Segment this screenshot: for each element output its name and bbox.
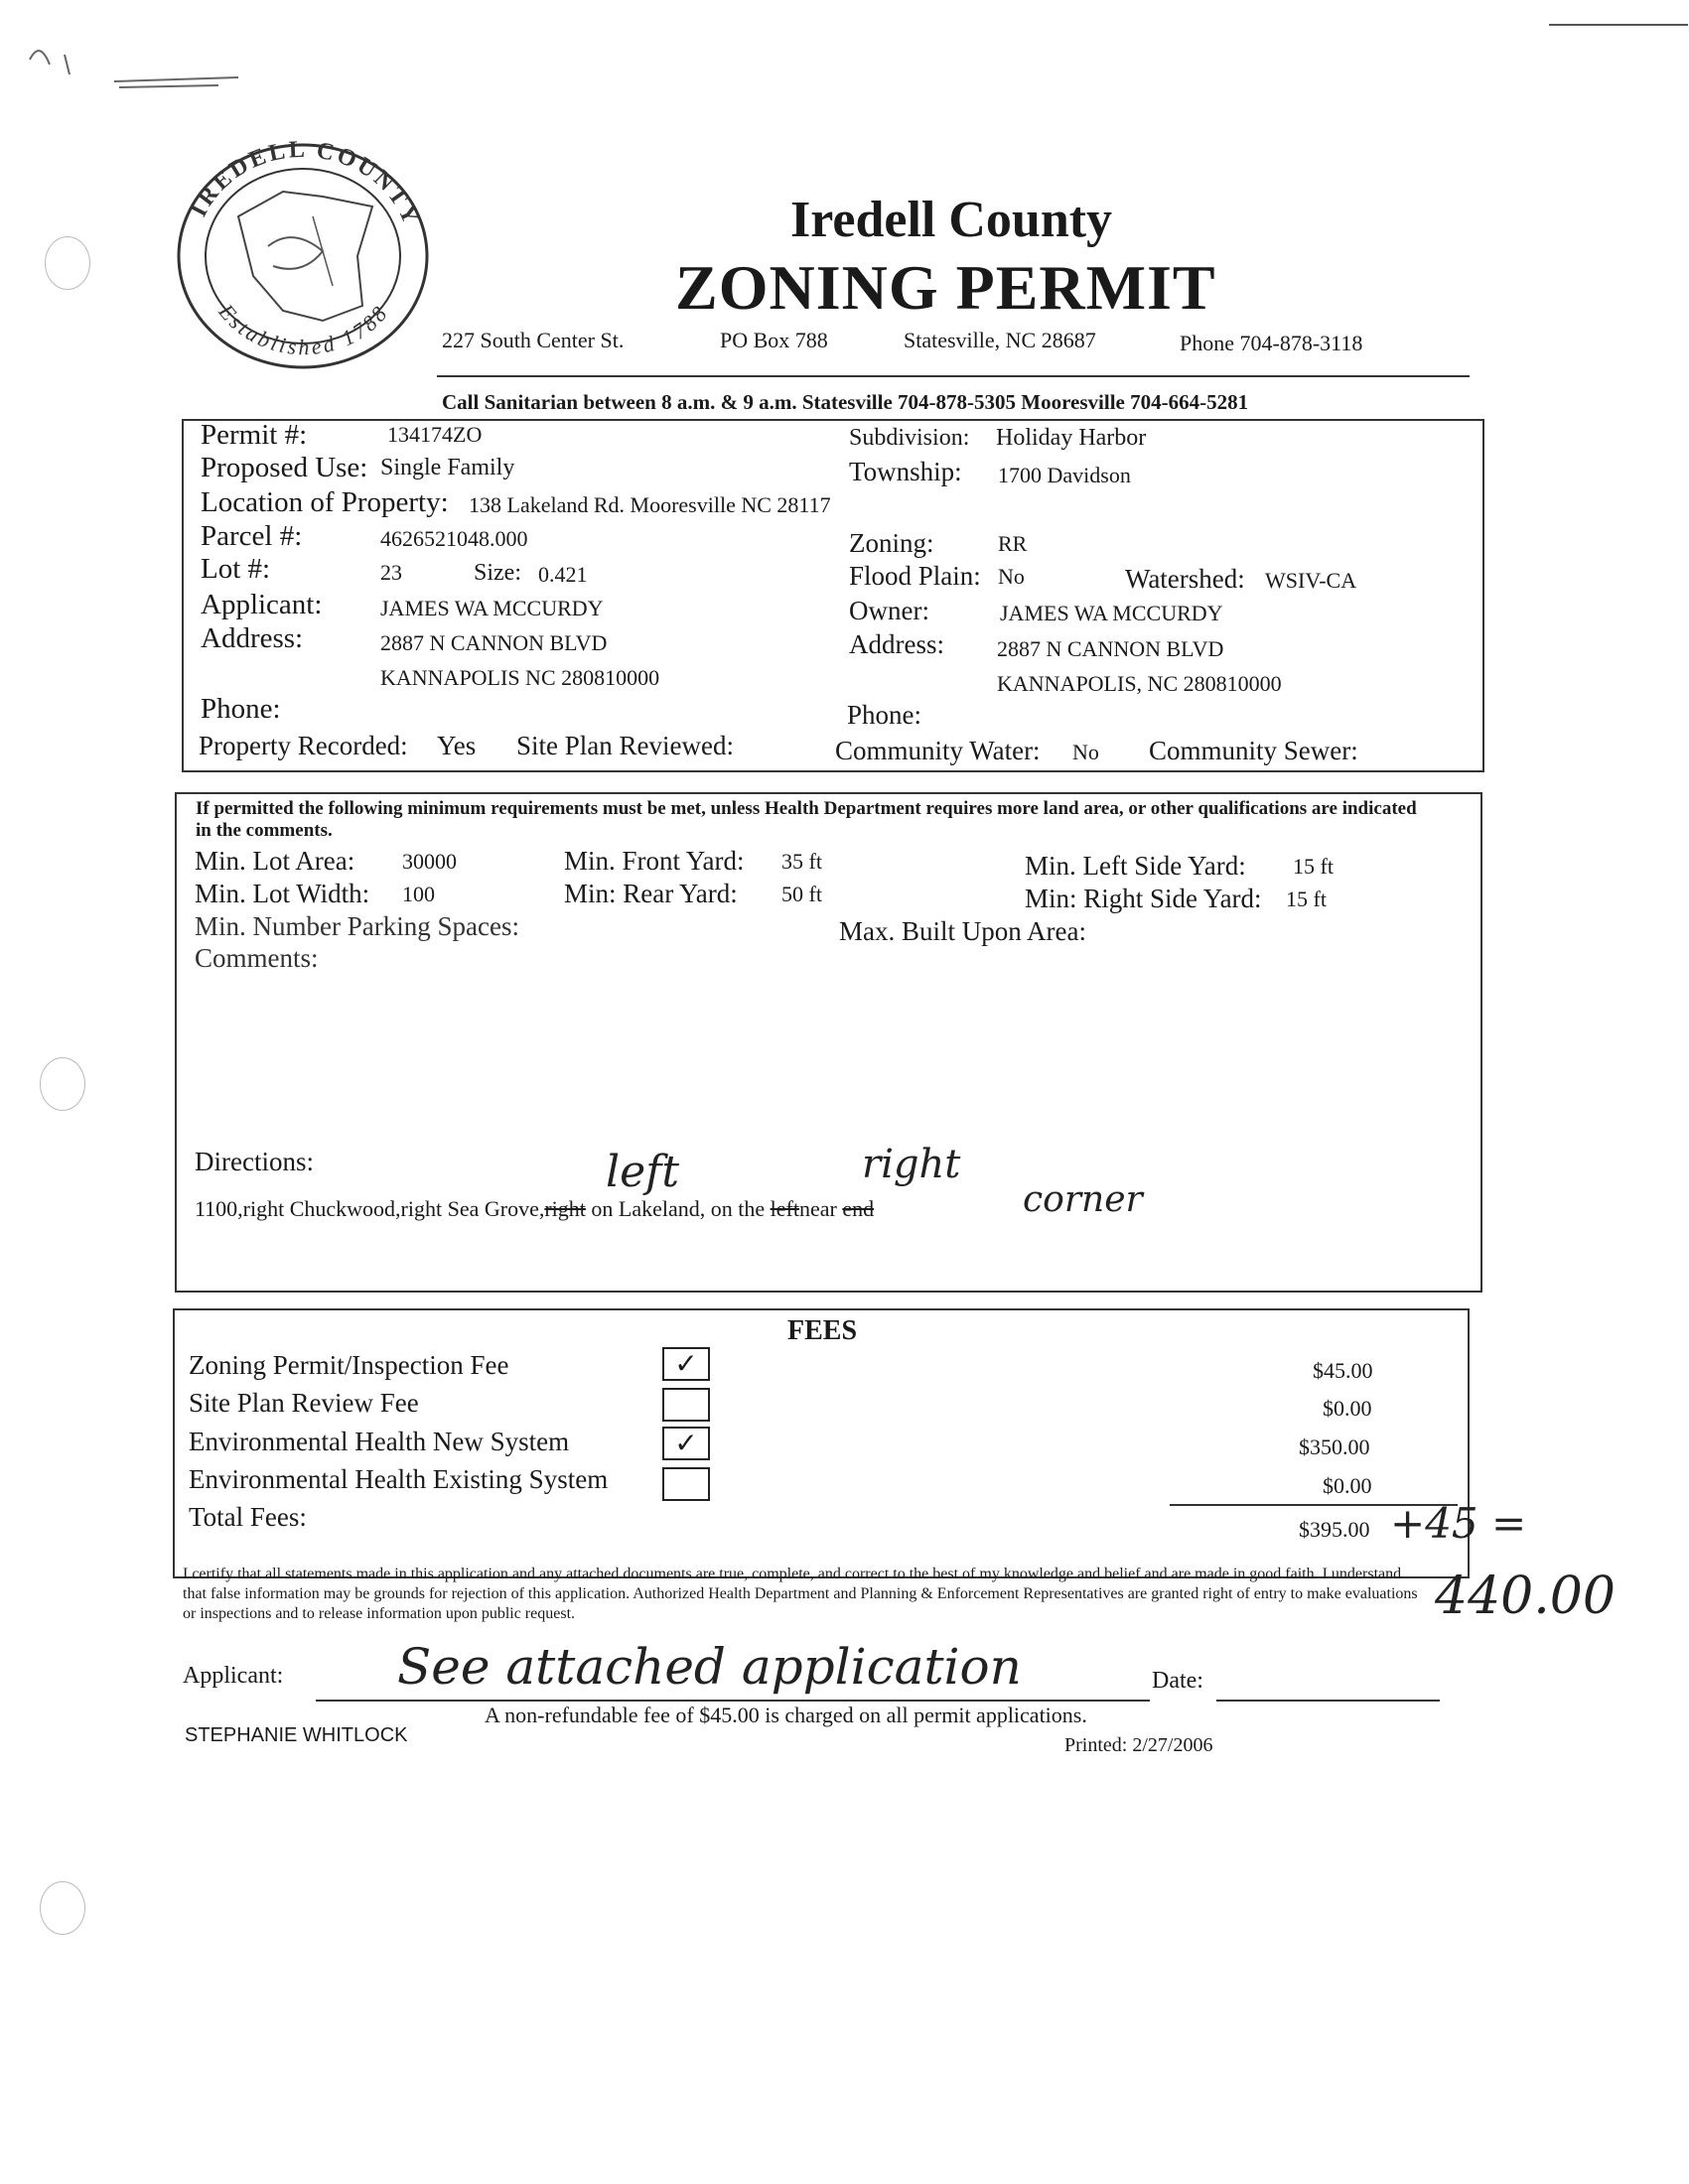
corner-scribble <box>20 30 238 99</box>
watershed-value: WSIV-CA <box>1265 568 1357 593</box>
location-label: Location of Property: <box>201 486 449 518</box>
min-left-side-value: 15 ft <box>1293 854 1334 879</box>
handwritten-addition: +45 = <box>1390 1499 1527 1548</box>
fee-amount: $0.00 <box>1323 1396 1372 1421</box>
min-lot-area-label: Min. Lot Area: <box>195 846 355 876</box>
county-seal-icon <box>174 137 432 375</box>
property-recorded-label: Property Recorded: <box>199 731 408 760</box>
zoning-label: Zoning: <box>849 528 934 558</box>
parking-spaces-label: Min. Number Parking Spaces: <box>195 911 519 941</box>
handwritten-left: left <box>606 1147 680 1197</box>
comments-label: Comments: <box>195 943 319 973</box>
subdivision-value: Holiday Harbor <box>996 425 1147 451</box>
non-refundable-notice: A non-refundable fee of $45.00 is charged on all permit applications. <box>485 1703 1087 1727</box>
header-city: Statesville, NC 28687 <box>904 328 1096 352</box>
min-lot-width-value: 100 <box>402 882 435 906</box>
seal-bottom-text: Established 1788 <box>213 299 394 360</box>
min-right-side-value: 15 ft <box>1286 887 1327 911</box>
proposed-use-label: Proposed Use: <box>201 452 368 483</box>
struck-word: left <box>770 1196 799 1221</box>
min-lot-width-label: Min. Lot Width: <box>195 879 370 908</box>
size-value: 0.421 <box>538 562 588 587</box>
location-value: 138 Lakeland Rd. Mooresville NC 28117 <box>469 492 831 517</box>
seal-top-text: IREDELL COUNTY <box>186 137 425 231</box>
handwritten-total: 440.00 <box>1435 1567 1616 1626</box>
header-street: 227 South Center St. <box>442 328 625 352</box>
fee-checkbox[interactable]: ✓ <box>662 1427 710 1460</box>
owner-phone-label: Phone: <box>847 700 922 730</box>
applicant-address-label: Address: <box>201 622 304 654</box>
page-title: ZONING PERMIT <box>675 252 1216 323</box>
permit-number: 134174ZO <box>387 422 483 447</box>
issuer-name: STEPHANIE WHITLOCK <box>185 1724 408 1746</box>
fee-amount: $350.00 <box>1299 1434 1370 1459</box>
applicant-value: JAMES WA MCCURDY <box>380 596 604 620</box>
community-water-value: No <box>1072 740 1099 764</box>
permit-number-label: Permit #: <box>201 419 308 451</box>
directions-part: 1100,right Chuckwood,right Sea Grove, <box>195 1196 545 1221</box>
date-label: Date: <box>1152 1668 1203 1694</box>
permit-info-box <box>182 419 1484 772</box>
punch-hole <box>40 1057 85 1111</box>
community-sewer-label: Community Sewer: <box>1149 736 1358 765</box>
fee-label: Zoning Permit/Inspection Fee <box>189 1350 509 1380</box>
proposed-use-value: Single Family <box>380 455 515 480</box>
zoning-value: RR <box>998 531 1028 556</box>
min-lot-area-value: 30000 <box>402 849 457 874</box>
owner-address-label: Address: <box>849 629 944 659</box>
corner-line <box>1549 20 1688 30</box>
handwritten-corner: corner <box>1023 1179 1143 1220</box>
owner-address-line2: KANNAPOLIS, NC 280810000 <box>997 671 1282 696</box>
max-built-upon-label: Max. Built Upon Area: <box>839 916 1086 946</box>
site-plan-reviewed-label: Site Plan Reviewed: <box>516 731 734 760</box>
owner-address-line1: 2887 N CANNON BLVD <box>997 636 1224 661</box>
fee-label: Environmental Health New System <box>189 1427 570 1456</box>
parcel-label: Parcel #: <box>201 520 303 552</box>
applicant-phone-label: Phone: <box>201 693 281 725</box>
owner-label: Owner: <box>849 596 929 625</box>
applicant-signature: See attached application <box>397 1638 1022 1696</box>
min-right-side-label: Min: Right Side Yard: <box>1025 884 1262 913</box>
property-recorded-value: Yes <box>437 731 477 760</box>
fee-amount: $45.00 <box>1313 1358 1373 1383</box>
directions-label: Directions: <box>195 1147 314 1176</box>
watershed-label: Watershed: <box>1125 564 1245 594</box>
punch-hole <box>40 1881 85 1935</box>
signature-line <box>316 1700 1150 1702</box>
min-front-yard-value: 35 ft <box>781 849 822 874</box>
size-label: Size: <box>474 560 521 586</box>
min-front-yard-label: Min. Front Yard: <box>564 846 745 876</box>
directions-part: near <box>798 1196 843 1221</box>
flood-plain-label: Flood Plain: <box>849 561 981 591</box>
fee-checkbox[interactable]: ✓ <box>662 1347 710 1381</box>
directions-part: on Lakeland, on the <box>585 1196 771 1221</box>
fee-amount: $0.00 <box>1323 1473 1372 1498</box>
township-value: 1700 Davidson <box>998 463 1131 487</box>
struck-word: right <box>544 1196 586 1221</box>
total-fees-label: Total Fees: <box>189 1502 307 1532</box>
owner-value: JAMES WA MCCURDY <box>1000 601 1223 625</box>
flood-plain-value: No <box>998 564 1025 589</box>
punch-hole <box>45 236 90 290</box>
fees-title: FEES <box>787 1315 858 1346</box>
parcel-value: 4626521048.000 <box>380 526 528 551</box>
struck-word: end <box>842 1196 875 1221</box>
applicant-label: Applicant: <box>201 589 323 620</box>
fee-checkbox[interactable] <box>662 1467 710 1501</box>
date-line <box>1216 1700 1440 1702</box>
certification-text: I certify that all statements made in this application and any attached documents are true, complete, and correct to the best of my knowledge and belief and are made in good faith. I understand that false information may be grounds for rejection of this application. Authorized Health Department and Planning & Enforcement Representatives are granted right of entry to make evaluations or inspections and to release information upon public request. <box>183 1566 1418 1622</box>
header-divider <box>437 375 1470 377</box>
subdivision-label: Subdivision: <box>849 425 970 451</box>
printed-date: Printed: 2/27/2006 <box>1064 1734 1213 1756</box>
fee-checkbox[interactable] <box>662 1388 710 1422</box>
handwritten-right: right <box>862 1142 961 1187</box>
community-water-label: Community Water: <box>835 736 1041 765</box>
sanitarian-notice: Call Sanitarian between 8 a.m. & 9 a.m. Statesville 704-878-5305 Mooresville 704-664-5281 <box>442 390 1249 414</box>
requirements-intro: If permitted the following minimum requirements must be met, unless Health Department requires more land area, or other qualifications are indicated in the comments. <box>196 798 1417 841</box>
min-left-side-label: Min. Left Side Yard: <box>1025 851 1246 881</box>
header-phone: Phone 704-878-3118 <box>1180 331 1363 355</box>
county-name: Iredell County <box>790 192 1113 248</box>
applicant-address-line1: 2887 N CANNON BLVD <box>380 630 608 655</box>
directions-text <box>195 1196 874 1222</box>
fee-label: Site Plan Review Fee <box>189 1388 419 1418</box>
applicant-signature-label: Applicant: <box>183 1663 284 1689</box>
applicant-address-line2: KANNAPOLIS NC 280810000 <box>380 665 660 690</box>
fee-label: Environmental Health Existing System <box>189 1464 609 1494</box>
lot-label: Lot #: <box>201 553 271 585</box>
township-label: Township: <box>849 457 962 486</box>
header-po-box: PO Box 788 <box>720 328 828 352</box>
lot-value: 23 <box>380 560 402 585</box>
min-rear-yard-label: Min: Rear Yard: <box>564 879 738 908</box>
min-rear-yard-value: 50 ft <box>781 882 822 906</box>
total-fees-value: $395.00 <box>1299 1517 1370 1542</box>
